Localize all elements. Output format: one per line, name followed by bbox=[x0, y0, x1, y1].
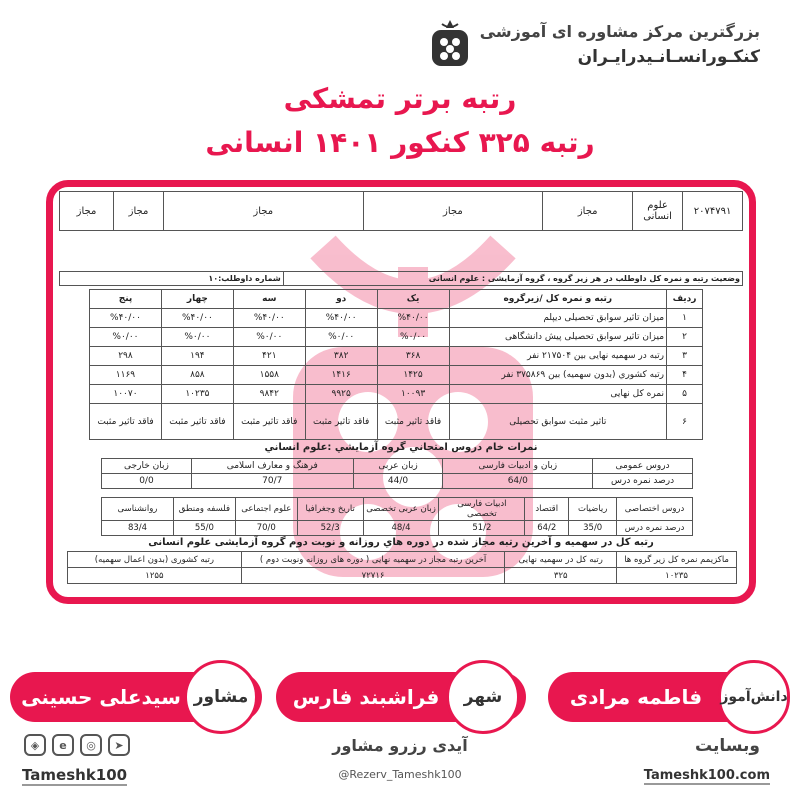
candidate-status-row bbox=[59, 191, 743, 231]
telegram-icon[interactable]: ➤ bbox=[108, 734, 130, 756]
table-row: ۱۰۲۳۵ ۳۲۵ ۷۲۷۱۶ ۱۲۵۵ bbox=[68, 568, 737, 584]
status-cell: مجاز bbox=[163, 192, 363, 231]
exam-group: علوم انسانی bbox=[633, 192, 683, 231]
table-header: رتبه و نمره کل /زیرگروه bbox=[449, 290, 667, 309]
candidate-number-label: شماره داوطلب:۱۰ bbox=[60, 272, 284, 286]
section-header bbox=[59, 271, 743, 286]
table-row: ۳ رتبه در سهمیه نهایی بین ۲۱۷۵۰۴ نفر ۳۶۸ ۳۸۲ ۴۲۱ ۱۹۴ ۲۹۸ bbox=[90, 347, 703, 366]
brand-header bbox=[428, 18, 760, 70]
brand-text bbox=[480, 22, 760, 67]
footer bbox=[0, 730, 800, 800]
table-row: ۱ میزان تاثیر سوابق تحصیلی دیپلم %۴۰/۰۰ %۴۰/۰۰ %۴۰/۰۰ %۴۰/۰۰ %۴۰/۰۰ bbox=[90, 309, 703, 328]
general-courses-table: دروس عمومی زبان و ادبیات فارسی زبان عربی فرهنگ و معارف اسلامی زبان خارجی درصد نمره درس 64/0 44/0 70/7 0/0 bbox=[101, 458, 693, 489]
table-row: ۶ تاثیر مثبت سوابق تحصیلی فاقد تاثیر مثبت فاقد تاثیر مثبت فاقد تاثیر مثبت فاقد تاثیر مثبت فاقد تاثیر مثبت bbox=[90, 404, 703, 440]
table-header: یک bbox=[377, 290, 449, 309]
student-name: فاطمه مرادی bbox=[569, 685, 703, 709]
table-header: دو bbox=[305, 290, 377, 309]
result-card bbox=[46, 180, 756, 604]
rank-summary-title: رتبه کل در سهمیه و آخرین رتبه مجاز شده در دوره هاي روزانه و نوبت دوم گروه آزمایشی علوم انسانی bbox=[148, 537, 654, 548]
website-link[interactable]: Tameshk100.com bbox=[643, 768, 770, 783]
raspberry-logo-icon bbox=[428, 18, 472, 70]
table-header: ردیف bbox=[667, 290, 703, 309]
instagram-icon[interactable]: ◎ bbox=[80, 734, 102, 756]
table-header: سه bbox=[233, 290, 305, 309]
table-row: ۴ رتبه کشوري (بدون سهمیه) بین ۳۷۵۸۶۹ نفر ۱۴۲۵ ۱۴۱۶ ۱۵۵۸ ۸۵۸ ۱۱۶۹ bbox=[90, 366, 703, 385]
social-handle[interactable]: Tameshk100 bbox=[22, 766, 128, 784]
booking-handle[interactable]: @Rezerv_Tameshk100 bbox=[338, 768, 462, 781]
rank-summary-table: ماکزیمم نمره کل زیر گروه ها رتبه کل در سهمیه نهایی آخرین رتبه مجاز در سهمیه نهایی ( دوره های روزانه ونوبت دوم ) رتبه کشوری (بدون اعمال سهمیه) ۱۰۲۳۵ ۳۲۵ ۷۲۷۱۶ ۱۲۵۵ bbox=[67, 551, 737, 584]
status-cell: مجاز bbox=[60, 192, 114, 231]
city-name: فراشبند فارس bbox=[292, 685, 440, 709]
table-row: ۲ میزان تاثیر سوابق تحصیلی پیش دانشگاهی %۰/۰۰ %۰/۰۰ %۰/۰۰ %۰/۰۰ %۰/۰۰ bbox=[90, 328, 703, 347]
table-row: درصد نمره درس 35/0 64/2 51/2 48/4 52/3 70/0 55/0 83/4 bbox=[102, 521, 693, 536]
website-title: وبسایت bbox=[694, 736, 760, 756]
status-cell: مجاز bbox=[543, 192, 633, 231]
table-header: پنج bbox=[90, 290, 162, 309]
advisor-name: سیدعلی حسینی bbox=[21, 685, 181, 709]
status-cell: مجاز bbox=[363, 192, 543, 231]
table-row: ۵ نمره کل نهایی ۱۰۰۹۳ ۹۹۲۵ ۹۸۴۲ ۱۰۲۳۵ ۱۰۰۷۰ bbox=[90, 385, 703, 404]
rubika-icon[interactable]: ◈ bbox=[24, 734, 46, 756]
brand-name: کنکـورانسـانـیدرایـران bbox=[577, 46, 760, 67]
specialized-courses-table: دروس اختصاصی ریاضیات اقتصاد ادبیات فارسی تخصصی زبان عربی تخصصی تاریخ وجغرافیا علوم اجتماعی فلسفه ومنطق روانشناسی درصد نمره درس 35/0 64/2 51/2 48/4 52/3 70/0 55/0 83/4 bbox=[101, 497, 693, 536]
result-document bbox=[53, 187, 749, 597]
table-row: درصد نمره درس 64/0 44/0 70/7 0/0 bbox=[102, 474, 693, 489]
page-subtitle: رتبه ۳۲۵ کنکور ۱۴۰۱ انسانی bbox=[205, 126, 595, 159]
student-tag: دانش‌آموز bbox=[718, 660, 790, 734]
table-header: چهار bbox=[161, 290, 233, 309]
city-tag: شهر bbox=[446, 660, 520, 734]
page-title: رتبه برتر تمشکی bbox=[283, 82, 517, 115]
candidate-id: ۲۰۷۴۷۹۱ bbox=[683, 192, 743, 231]
raw-scores-title: نمرات خام دروس امتحاني گروه آزمايشي :علوم انساني bbox=[264, 442, 538, 453]
brand-tagline: بزرگترین مرکز مشاوره ای آموزشی bbox=[479, 21, 760, 41]
subgroup-rank-table bbox=[89, 289, 703, 440]
booking-title: آیدی رزرو مشاور bbox=[332, 736, 468, 755]
advisor-tag: مشاور bbox=[184, 660, 258, 734]
section-header-title: وضعیت رتبه و نمره کل داوطلب در هر زیر گروه ، گروه آزمایشی : علوم انسانی bbox=[283, 272, 742, 286]
eitaa-icon[interactable]: e bbox=[52, 734, 74, 756]
status-cell: مجاز bbox=[114, 192, 164, 231]
